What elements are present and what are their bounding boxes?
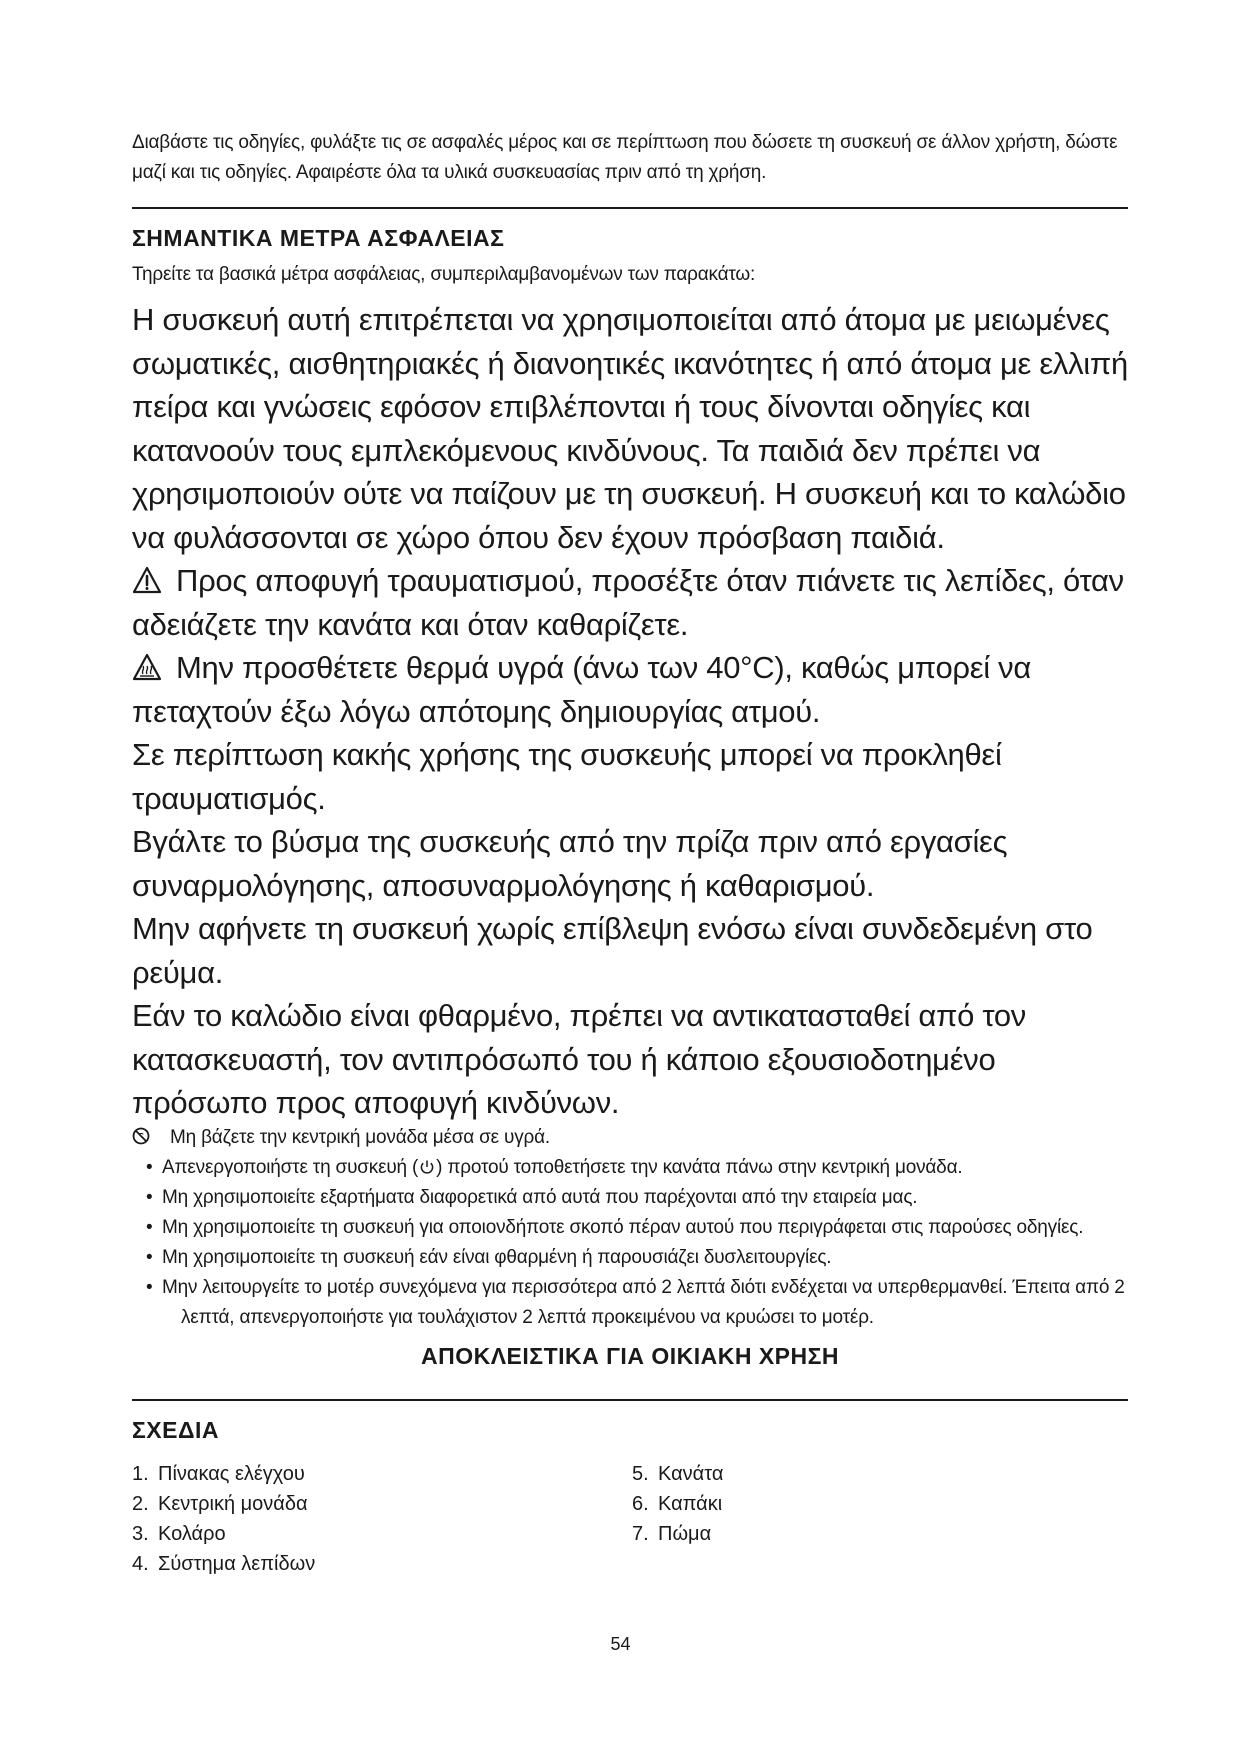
bullet-text: Μη χρησιμοποιείτε τη συσκευή για οποιονδήποτε σκοπό πέραν αυτού που περιγράφεται στις παρούσες οδηγίες. bbox=[162, 1216, 1084, 1238]
blades-warning bbox=[132, 559, 1132, 646]
section-divider bbox=[132, 207, 1128, 209]
power-icon bbox=[418, 1158, 436, 1176]
hot-liquid-warning-text: Μην προσθέτετε θερμά υγρά (άνω των 40°C), καθώς μπορεί να πεταχτούν έξω λόγω απότομης δημιουργίας ατμού. bbox=[132, 650, 1031, 729]
blades-warning-text: Προς αποφυγή τραυματισμού, προσέξτε όταν πιάνετε τις λεπίδες, όταν αδειάζετε την κανάτα και όταν καθαρίζετε. bbox=[132, 563, 1124, 642]
list-item bbox=[132, 1489, 632, 1519]
part-number: 1. bbox=[132, 1462, 149, 1485]
part-label: Πίνακας ελέγχου bbox=[158, 1462, 305, 1485]
section-divider bbox=[132, 1399, 1128, 1401]
bullet-mark: • bbox=[146, 1186, 153, 1208]
list-item bbox=[632, 1489, 1132, 1519]
part-number: 4. bbox=[132, 1552, 149, 1575]
warning-triangle-icon bbox=[132, 566, 162, 594]
part-number: 7. bbox=[632, 1522, 649, 1545]
list-item bbox=[132, 1459, 632, 1489]
list-item bbox=[132, 1519, 632, 1549]
bullet-text-before: Απενεργοποιήστε τη συσκευή ( bbox=[162, 1156, 419, 1178]
no-liquid-line bbox=[132, 1123, 1132, 1153]
unplug-paragraph: Βγάλτε το βύσμα της συσκευής από την πρίζα πριν από εργασίες συναρμολόγησης, αποσυναρμολόγησης ή καθαρισμού. bbox=[132, 824, 1008, 903]
bullet-mark: • bbox=[146, 1216, 153, 1238]
parts-title: ΣΧΕΔΙΑ bbox=[132, 1416, 220, 1443]
part-number: 2. bbox=[132, 1492, 149, 1515]
safety-lead: Τηρείτε τα βασικά μέτρα ασφάλειας, συμπεριλαμβανομένων των παρακάτω: bbox=[132, 264, 756, 285]
part-number: 5. bbox=[632, 1462, 649, 1485]
intro-text: Διαβάστε τις οδηγίες, φυλάξτε τις σε ασφαλές μέρος και σε περίπτωση που δώσετε τη συσκευή σε άλλον χρήστη, δώστε μαζί και τις οδηγίες. Αφαιρέστε όλα τα υλικά συσκευασίας πριν από τη χρήση. bbox=[132, 132, 1118, 183]
safety-bullet-list bbox=[132, 1153, 1132, 1333]
part-label: Κεντρική μονάδα bbox=[158, 1492, 308, 1515]
list-item bbox=[632, 1459, 1132, 1489]
list-item bbox=[132, 1213, 1132, 1243]
part-label: Κολάρο bbox=[158, 1522, 226, 1545]
part-label: Σύστημα λεπίδων bbox=[158, 1552, 316, 1575]
part-label: Κανάτα bbox=[658, 1462, 724, 1485]
parts-column-left bbox=[132, 1459, 632, 1579]
bullet-text: Μη χρησιμοποιείτε εξαρτήματα διαφορετικά από αυτά που παρέχονται από την εταιρεία μας. bbox=[162, 1186, 918, 1208]
safety-main-block bbox=[132, 298, 1132, 1125]
part-label: Πώμα bbox=[658, 1522, 712, 1545]
safety-title: ΣΗΜΑΝΤΙΚΑ ΜΕΤΡΑ ΑΣΦΑΛΕΙΑΣ bbox=[132, 225, 505, 251]
hot-surface-warning-icon bbox=[132, 653, 162, 681]
household-only-heading: ΑΠΟΚΛΕΙΣΤΙΚΑ ΓΙΑ ΟΙΚΙΑΚΗ ΧΡΗΣΗ bbox=[420, 1342, 840, 1369]
unattended-paragraph: Μην αφήνετε τη συσκευή χωρίς επίβλεψη ενόσω είναι συνδεδεμένη στο ρεύμα. bbox=[132, 911, 1093, 990]
page-number: 54 bbox=[610, 1634, 631, 1654]
list-item bbox=[132, 1153, 1132, 1183]
bullet-text: Μη χρησιμοποιείτε τη συσκευή εάν είναι φθαρμένη ή παρουσιάζει δυσλειτουργίες. bbox=[162, 1246, 832, 1268]
supervision-paragraph: Η συσκευή αυτή επιτρέπεται να χρησιμοποιείται από άτομα με μειωμένες σωματικές, αισθητηριακές ή διανοητικές ικανότητες ή από άτομα με ελλιπή πείρα και γνώσεις εφόσον επιβλέπονται ή τους δίνονται οδηγίες και κατανοούν τους εμπλεκόμενους κινδύνους. Τα παιδιά δεν πρέπει να χρησιμοποιούν ούτε να παίζουν με τη συσκευή. Η συσκευή και το καλώδιο να φυλάσσονται σε χώρο όπου δεν έχουν πρόσβαση παιδιά. bbox=[132, 302, 1128, 555]
parts-list bbox=[132, 1459, 1132, 1579]
parts-column-right bbox=[632, 1459, 1132, 1579]
part-label: Καπάκι bbox=[658, 1492, 723, 1515]
bullet-text-after: ) προτού τοποθετήσετε την κανάτα πάνω στην κεντρική μονάδα. bbox=[436, 1156, 963, 1178]
part-number: 3. bbox=[132, 1522, 149, 1545]
bullet-mark: • bbox=[146, 1246, 153, 1268]
list-item bbox=[632, 1519, 1132, 1549]
list-item bbox=[132, 1243, 1132, 1273]
misuse-paragraph: Σε περίπτωση κακής χρήσης της συσκευής μπορεί να προκληθεί τραυματισμός. bbox=[132, 737, 1002, 816]
safety-small-block bbox=[132, 1123, 1132, 1333]
prohibited-icon bbox=[132, 1127, 150, 1145]
no-liquid-text: Μη βάζετε την κεντρική μονάδα μέσα σε υγρά. bbox=[170, 1126, 550, 1148]
damaged-cord-paragraph: Εάν το καλώδιο είναι φθαρμένο, πρέπει να αντικατασταθεί από τον κατασκευαστή, τον αντιπρόσωπό του ή κάποιο εξουσιοδοτημένο πρόσωπο προς αποφυγή κινδύνων. bbox=[132, 998, 1026, 1120]
list-item bbox=[132, 1549, 632, 1579]
list-item bbox=[132, 1183, 1132, 1213]
hot-liquid-warning bbox=[132, 646, 1132, 733]
bullet-text: Μην λειτουργείτε το μοτέρ συνεχόμενα για περισσότερα από 2 λεπτά διότι ενδέχεται να υπερθερμανθεί. Έπειτα από 2 λεπτά, απενεργοποιήστε για τουλάχιστον 2 λεπτά προκειμένου να κρυώσει το μοτέρ. bbox=[162, 1276, 1125, 1328]
bullet-mark: • bbox=[146, 1276, 153, 1298]
bullet-mark: • bbox=[146, 1156, 153, 1178]
manual-page bbox=[132, 128, 1132, 1579]
list-item bbox=[132, 1273, 1132, 1333]
part-number: 6. bbox=[632, 1492, 649, 1515]
